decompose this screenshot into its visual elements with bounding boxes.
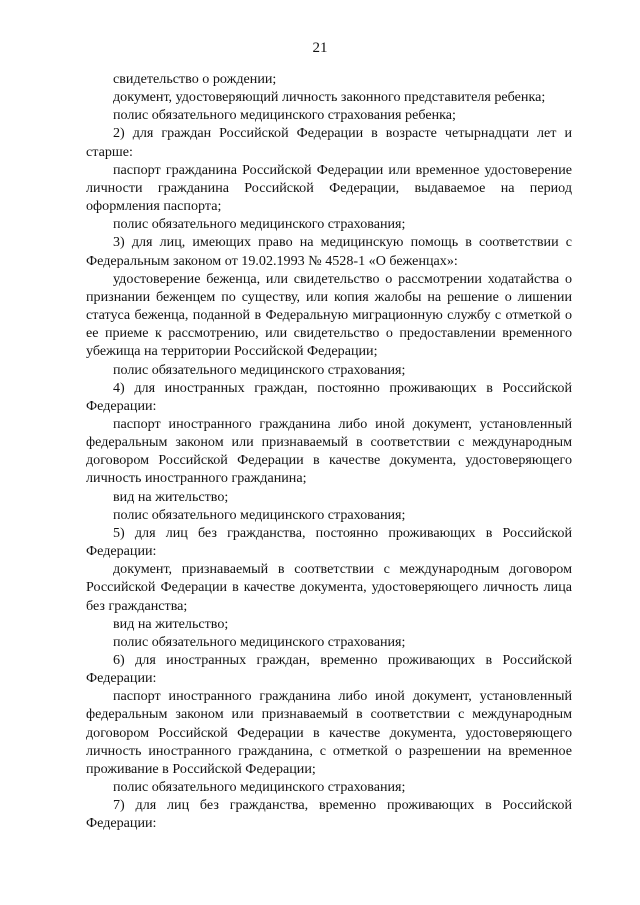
paragraph-residence-permit: вид на жительство;: [113, 488, 229, 505]
paragraph-item-6-heading: 6) для иностранных граждан, временно проживающих в Российской Федерации:: [86, 652, 572, 687]
paragraph-birth-certificate: свидетельство о рождении;: [113, 71, 277, 87]
paragraph-refugee-documents: удостоверение беженца, или свидетельство о рассмотрении ходатайства о признании беженцем по существу, или копия жалобы на решение о лишении статуса беженца, поданной в Федеральную миграционную службу с отметкой о ее приеме к рассмотрению, или свидетельство о предоставлении временного убежища на территории Российской Федерации;: [86, 270, 572, 360]
document-body: [86, 70, 572, 833]
paragraph-stateless-id: документ, признаваемый в соответствии с международным договором Российской Федерации в качестве документа, удостоверяющего личность лица без гражданства;: [86, 561, 572, 614]
paragraph-policy: полис обязательного медицинского страхования;: [113, 361, 406, 378]
paragraph-item-5-heading: 5) для лиц без гражданства, постоянно проживающих в Российской Федерации:: [86, 524, 572, 560]
paragraph-policy: полис обязательного медицинского страхования;: [113, 633, 406, 650]
paragraph-foreign-passport-temporary: паспорт иностранного гражданина либо иной документ, установленный федеральным законом или признаваемый в соответствии с международным договором Российской Федерации в качестве документа, удостоверяющего личность иностранного гражданина, с отметкой о разрешении на временное проживание в Российской Федерации;: [86, 688, 572, 777]
paragraph-item-2-heading: 2) для граждан Российской Федерации в возрасте четырнадцати лет и старше:: [86, 125, 572, 160]
paragraph-policy: полис обязательного медицинского страхования;: [113, 779, 406, 796]
paragraph-representative-id: документ, удостоверяющий личность законного представителя ребенка;: [113, 89, 546, 106]
paragraph-policy: полис обязательного медицинского страхования;: [113, 216, 406, 233]
paragraph-policy: полис обязательного медицинского страхования;: [113, 506, 406, 523]
paragraph-passport-rf: паспорт гражданина Российской Федерации или временное удостоверение личности гражданина Российской Федерации, выдаваемое на период оформления паспорта;: [86, 161, 572, 215]
paragraph-item-7-heading: 7) для лиц без гражданства, временно проживающих в Российской Федерации:: [86, 797, 572, 832]
paragraph-foreign-passport: паспорт иностранного гражданина либо иной документ, установленный федеральным законом или признаваемый в соответствии с международным договором Российской Федерации в качестве документа, удостоверяющего личность иностранного гражданина;: [86, 415, 572, 487]
paragraph-item-4-heading: 4) для иностранных граждан, постоянно проживающих в Российской Федерации:: [86, 379, 572, 414]
paragraph-item-3-heading: 3) для лиц, имеющих право на медицинскую помощь в соответствии с Федеральным законом от 19.02.1993 № 4528-1 «О беженцах»:: [86, 234, 572, 269]
paragraph-child-policy: полис обязательного медицинского страхования ребенка;: [113, 107, 456, 124]
paragraph-residence-permit: вид на жительство;: [113, 615, 229, 632]
page-number: 21: [312, 40, 328, 56]
